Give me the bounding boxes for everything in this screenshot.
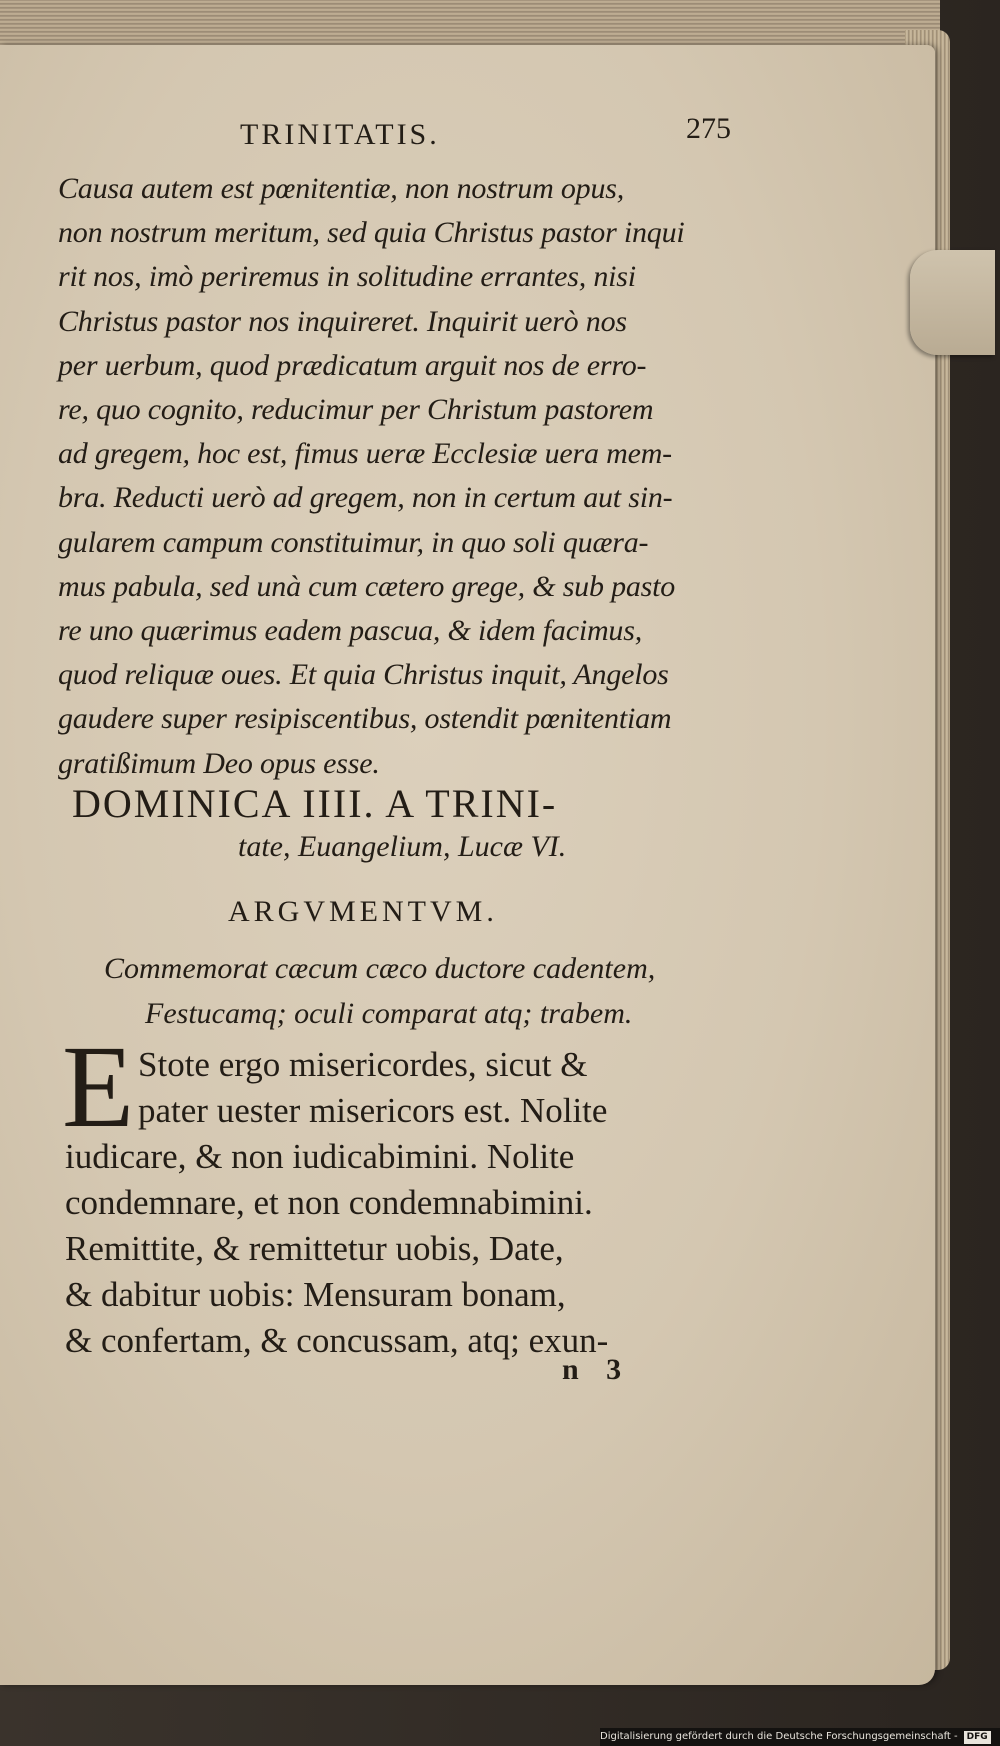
gospel-line: condemnare, et non condemnabimini. (65, 1183, 593, 1222)
page-tab-marker (910, 250, 995, 355)
body-line: non nostrum meritum, sed quia Christus pastor inqui (58, 216, 685, 250)
credit-text: Digitalisierung gefördert durch die Deutsche Forschungsgemeinschaft - (600, 1731, 958, 1742)
folio-number: 275 (686, 112, 731, 145)
gospel-line: pater uester misericors est. Nolite (138, 1091, 608, 1130)
body-line: ad gregem, hoc est, fimus ueræ Ecclesiæ uera mem- (58, 437, 672, 471)
body-line: bra. Reducti uerò ad gregem, non in certum aut sin- (58, 481, 673, 515)
body-line: per uerbum, quod prædicatum arguit nos de erro- (58, 348, 647, 382)
body-line: re, quo cognito, reducimur per Christum pastorem (58, 393, 654, 426)
digitization-credit (600, 1728, 1000, 1746)
body-line: gularem campum constituimur, in quo soli quæra- (58, 525, 649, 559)
signature-mark: n 3 (562, 1353, 632, 1386)
body-line: gratißimum Deo opus esse. (58, 746, 380, 780)
verse-line: Commemorat cæcum cæco ductore cadentem, (104, 952, 656, 985)
gospel-line: iudicare, & non iudicabimini. Nolite (65, 1137, 575, 1176)
body-line: rit nos, imò periremus in solitudine errantes, nisi (58, 260, 636, 294)
argument-heading: ARGVMENTVM. (228, 895, 498, 928)
body-line: Christus pastor nos inquireret. Inquirit uerò nos (58, 304, 627, 338)
body-line: Causa autem est pœnitentiæ, non nostrum opus, (58, 172, 625, 205)
section-subtitle: tate, Euangelium, Lucæ VI. (238, 830, 567, 863)
dfg-logo: DFG (964, 1731, 991, 1744)
gospel-line: & dabitur uobis: Mensuram bonam, (65, 1275, 566, 1314)
body-line: gaudere super resipiscentibus, ostendit pœnitentiam (58, 702, 672, 736)
body-line: mus pabula, sed unà cum cætero grege, & sub pasto (58, 569, 676, 603)
gospel-line: & confertam, & concussam, atq; exun- (65, 1321, 609, 1360)
running-head: TRINITATIS. (240, 118, 440, 151)
body-line: re uno quærimus eadem pascua, & idem facimus, (58, 614, 642, 647)
gospel-line: Remittite, & remittetur uobis, Date, (65, 1229, 564, 1268)
body-line: quod reliquæ oues. Et quia Christus inquit, Angelos (58, 658, 669, 692)
gospel-line: Stote ergo misericordes, sicut & (138, 1045, 588, 1084)
verse-line: Festucamq; oculi comparat atq; trabem. (145, 997, 633, 1030)
drop-cap: E (62, 1021, 135, 1152)
section-title: DOMINICA IIII. A TRINI- (72, 781, 558, 826)
